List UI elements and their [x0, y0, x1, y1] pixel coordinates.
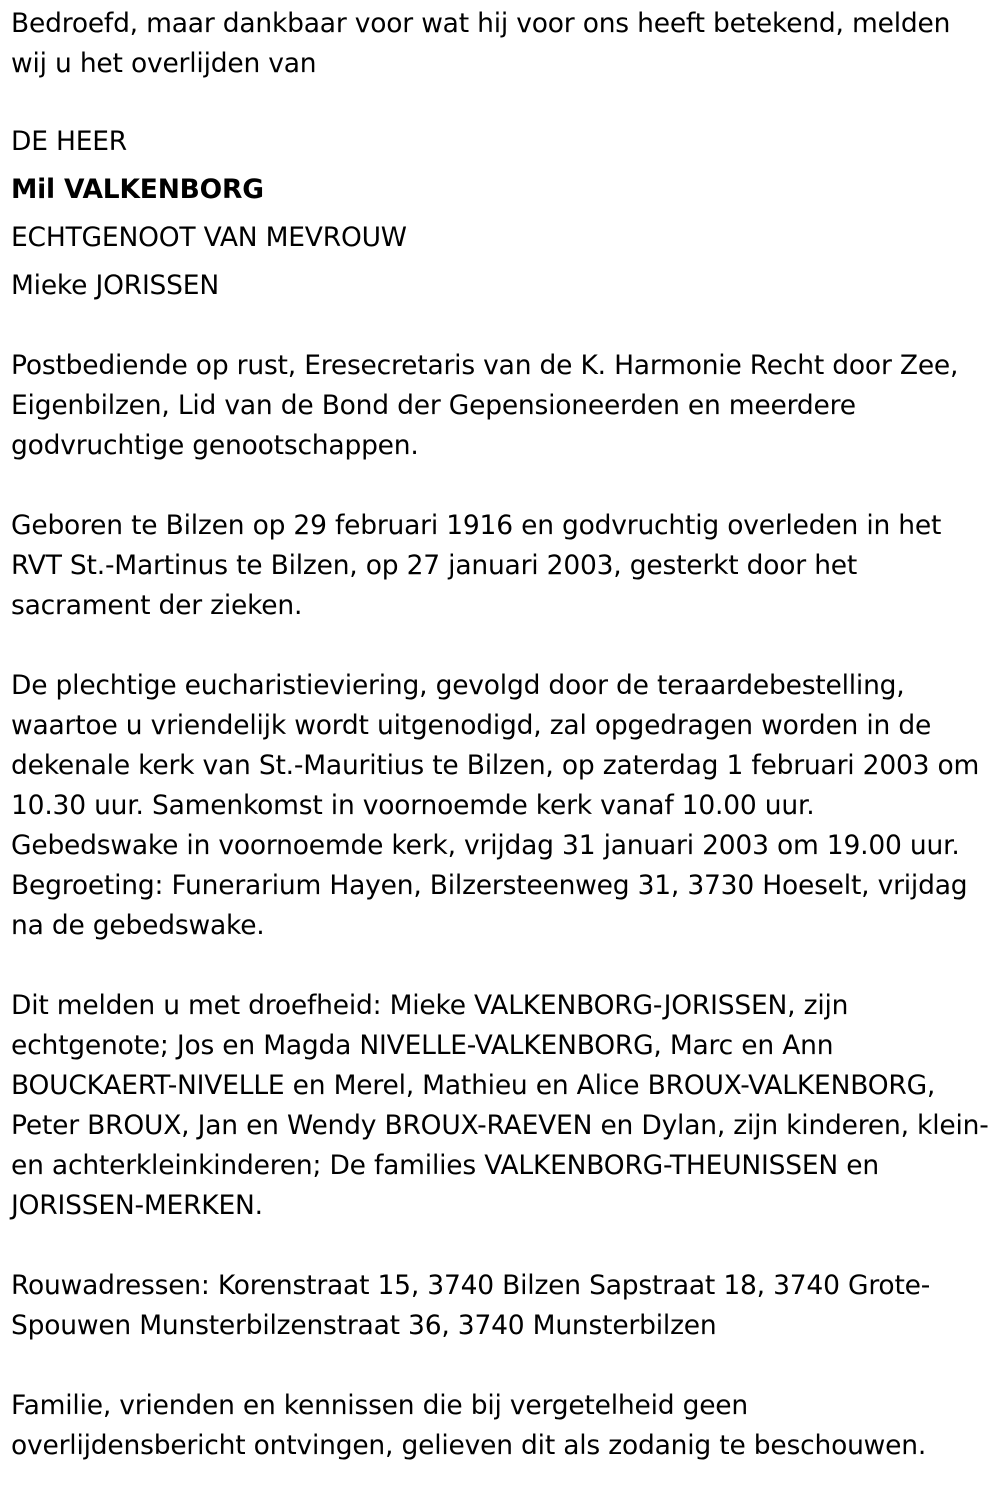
spouse-name: Mieke JORISSEN: [11, 270, 219, 301]
funeral-line: na de gebedswake.: [11, 910, 265, 941]
deceased-heading: [11, 118, 996, 310]
career-line: godvruchtige genootschappen.: [11, 430, 419, 461]
closing-line: overlijdensbericht ontvingen, gelieven dit als zodanig te beschouwen.: [11, 1430, 927, 1461]
intro-line: wij u het overlijden van: [11, 48, 317, 79]
family-line: Peter BROUX, Jan en Wendy BROUX-RAEVEN en Dylan, zijn kinderen, klein-: [11, 1110, 989, 1141]
funeral-line: Begroeting: Funerarium Hayen, Bilzersteenweg 31, 3730 Hoeselt, vrijdag: [11, 870, 968, 901]
closing-paragraph: [11, 1386, 996, 1466]
family-line: Dit melden u met droefheid: Mieke VALKENBORG-JORISSEN, zijn: [11, 990, 849, 1021]
intro-line: Bedroefd, maar dankbaar voor wat hij voor ons heeft betekend, melden: [11, 8, 951, 39]
career-line: Postbediende op rust, Eresecretaris van de K. Harmonie Recht door Zee,: [11, 350, 959, 381]
funeral-line: De plechtige eucharistieviering, gevolgd door de teraardebestelling,: [11, 670, 905, 701]
addresses-paragraph: [11, 1266, 996, 1346]
funeral-paragraph: [11, 666, 996, 946]
birth-line: sacrament der zieken.: [11, 590, 303, 621]
career-line: Eigenbilzen, Lid van de Bond der Gepensioneerden en meerdere: [11, 390, 856, 421]
career-paragraph: [11, 346, 996, 466]
funeral-line: dekenale kerk van St.-Mauritius te Bilzen, op zaterdag 1 februari 2003 om: [11, 750, 980, 781]
family-paragraph: [11, 986, 996, 1226]
intro-paragraph: [11, 4, 996, 84]
funeral-line: waartoe u vriendelijk wordt uitgenodigd, zal opgedragen worden in de: [11, 710, 932, 741]
address-line: Rouwadressen: Korenstraat 15, 3740 Bilzen Sapstraat 18, 3740 Grote-: [11, 1270, 931, 1301]
birth-line: Geboren te Bilzen op 29 februari 1916 en godvruchtig overleden in het: [11, 510, 942, 541]
birth-line: RVT St.-Martinus te Bilzen, op 27 januari 2003, gesterkt door het: [11, 550, 858, 581]
death-notice: [11, 4, 996, 1466]
relation-label: ECHTGENOOT VAN MEVROUW: [11, 222, 407, 253]
address-line: Spouwen Munsterbilzenstraat 36, 3740 Munsterbilzen: [11, 1310, 717, 1341]
family-line: BOUCKAERT-NIVELLE en Merel, Mathieu en Alice BROUX-VALKENBORG,: [11, 1070, 936, 1101]
funeral-line: Gebedswake in voornoemde kerk, vrijdag 31 januari 2003 om 19.00 uur.: [11, 830, 960, 861]
deceased-name: Mil VALKENBORG: [11, 174, 264, 205]
family-line: echtgenote; Jos en Magda NIVELLE-VALKENBORG, Marc en Ann: [11, 1030, 834, 1061]
family-line: JORISSEN-MERKEN.: [11, 1190, 263, 1221]
honorific-title: DE HEER: [11, 126, 127, 157]
funeral-line: 10.30 uur. Samenkomst in voornoemde kerk vanaf 10.00 uur.: [11, 790, 815, 821]
birth-paragraph: [11, 506, 996, 626]
family-line: en achterkleinkinderen; De families VALKENBORG-THEUNISSEN en: [11, 1150, 879, 1181]
closing-line: Familie, vrienden en kennissen die bij vergetelheid geen: [11, 1390, 749, 1421]
